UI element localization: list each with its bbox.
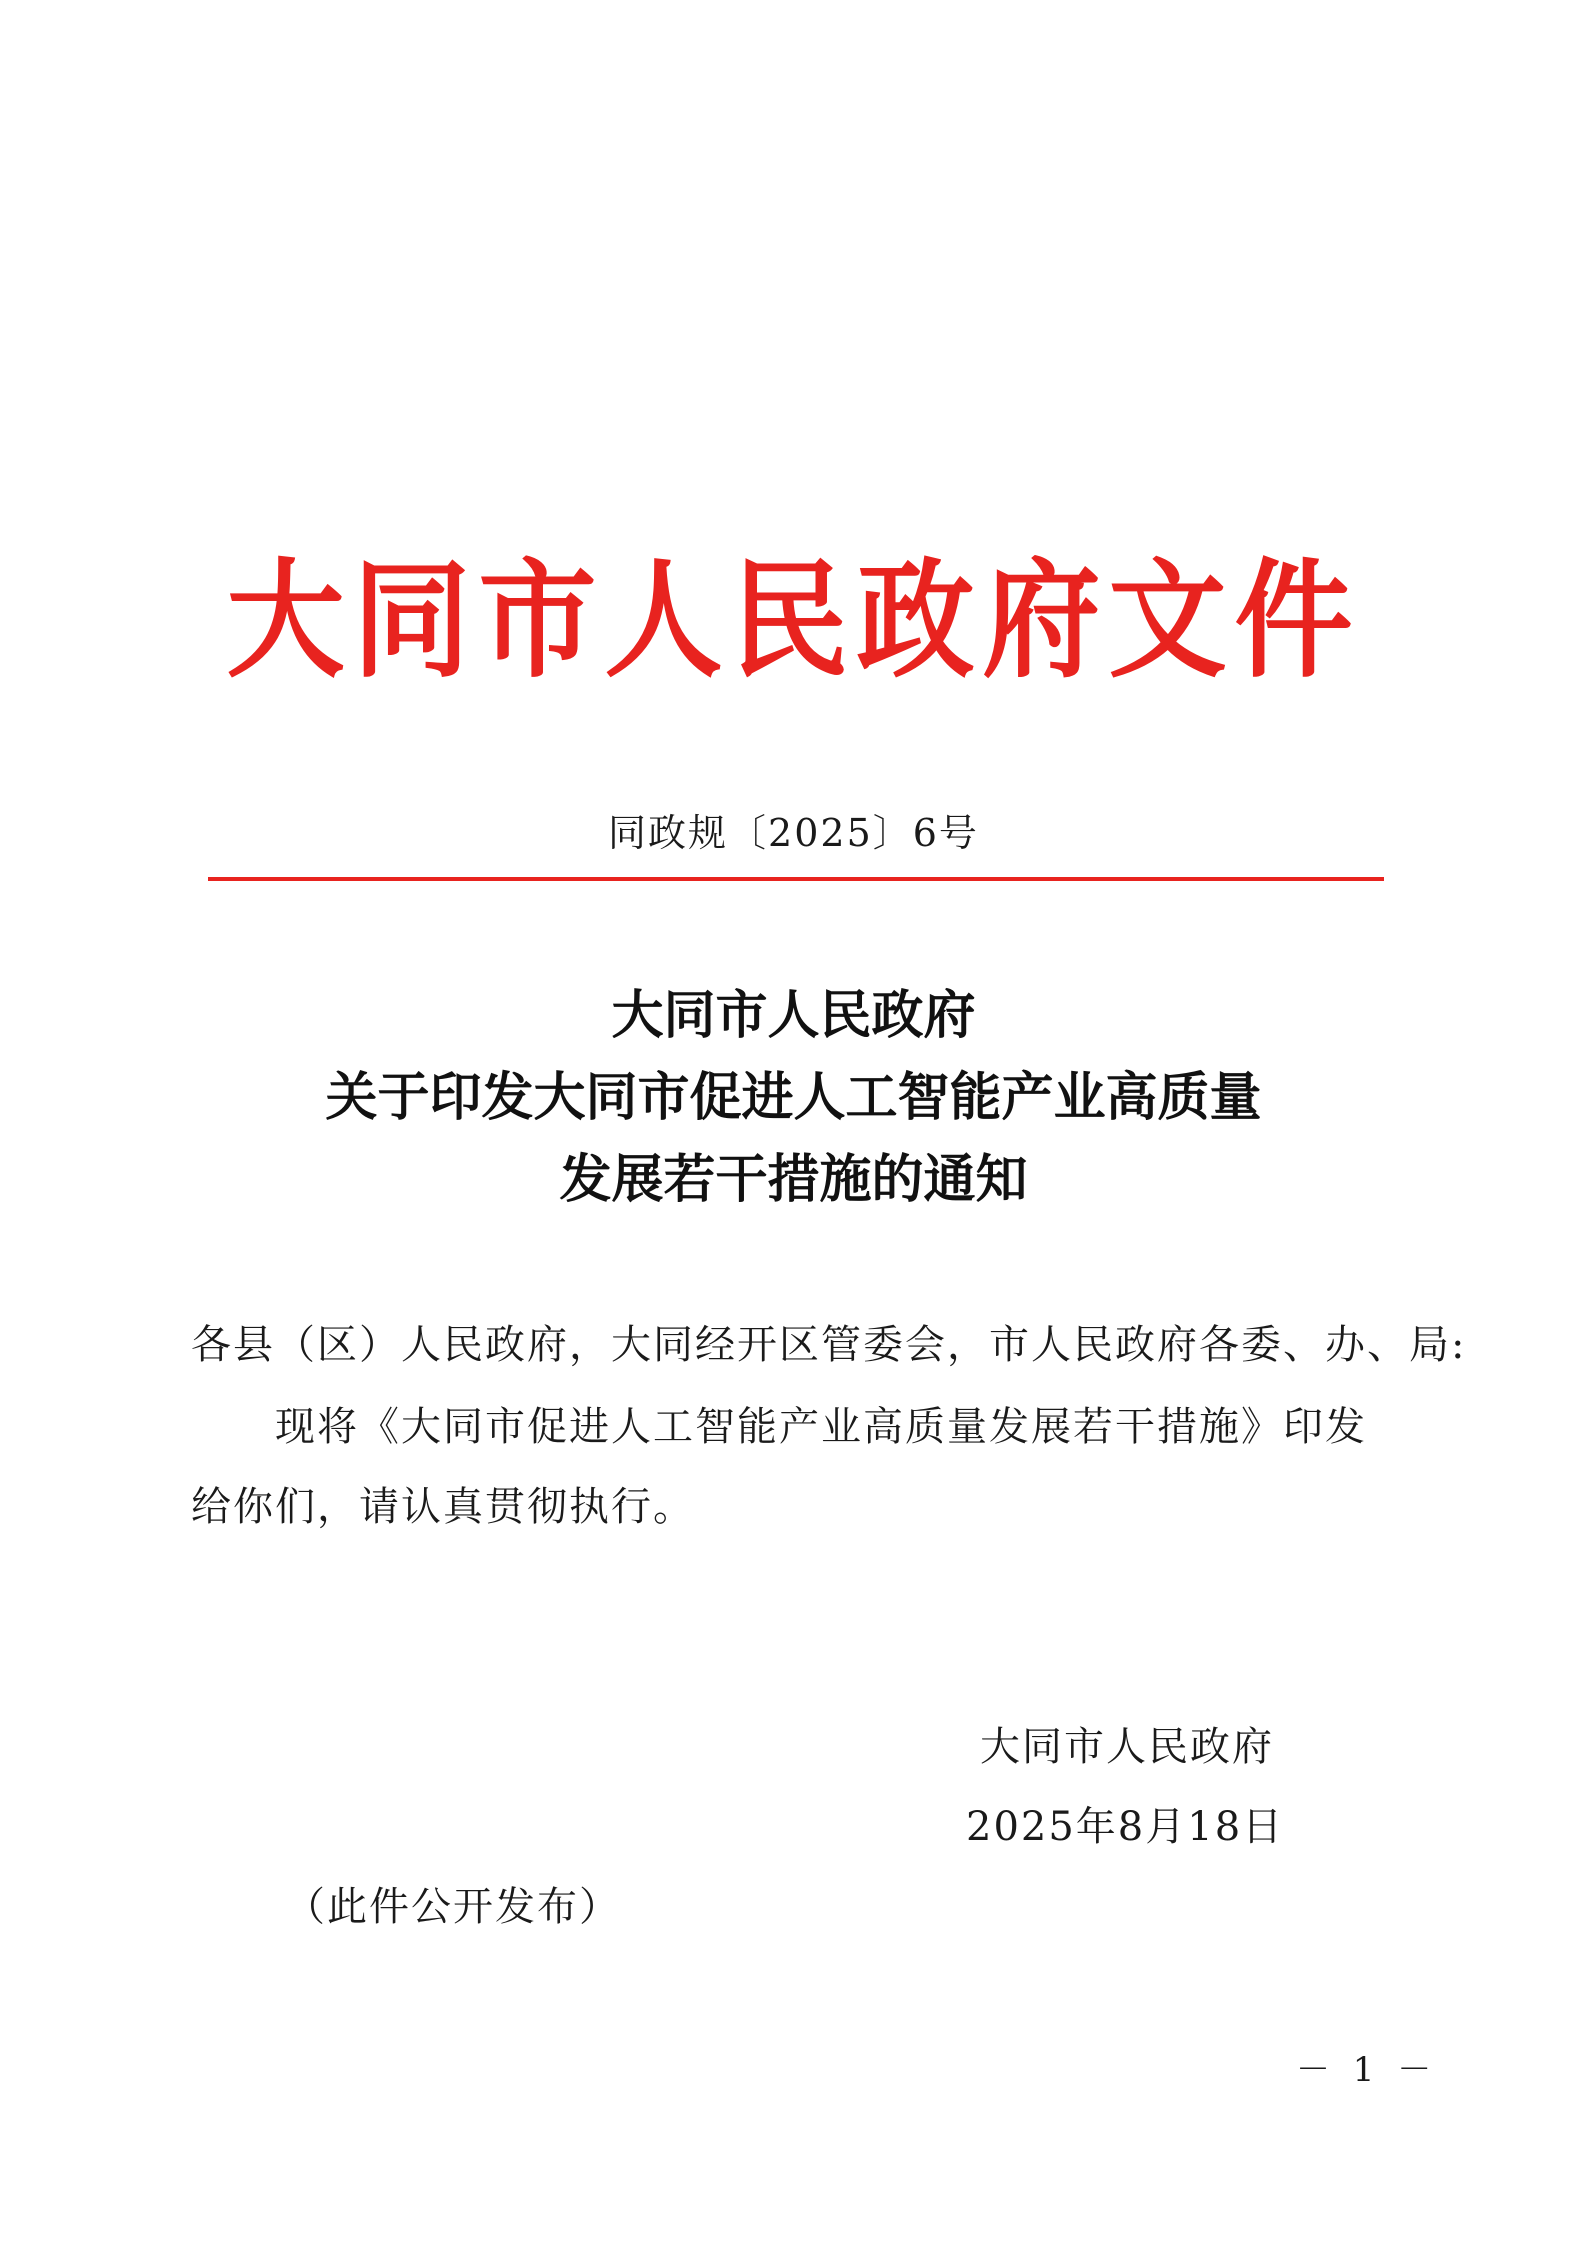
addressee-line: 各县（区）人民政府，大同经开区管委会，市人民政府各委、办、局: [191,1322,1467,1368]
page-number: － 1 － [1296,2050,1438,2090]
document-masthead: 大同市人民政府文件 [226,545,1361,695]
document-number: 同政规〔2025〕6号 [608,811,979,855]
signature-date: 2025年8月18日 [966,1804,1285,1850]
body-paragraph-line-1: 现将《大同市促进人工智能产业高质量发展若干措施》印发 [275,1404,1367,1450]
title-line-3: 发展若干措施的通知 [559,1150,1028,1210]
body-paragraph-line-2: 给你们，请认真贯彻执行。 [191,1484,695,1530]
red-divider-line [208,877,1384,881]
document-title [0,975,1587,1221]
signature-issuer: 大同市人民政府 [980,1724,1274,1770]
title-line-2: 关于印发大同市促进人工智能产业高质量 [325,1068,1262,1128]
disclosure-note: （此件公开发布） [285,1884,621,1930]
title-line-1: 大同市人民政府 [611,986,976,1046]
